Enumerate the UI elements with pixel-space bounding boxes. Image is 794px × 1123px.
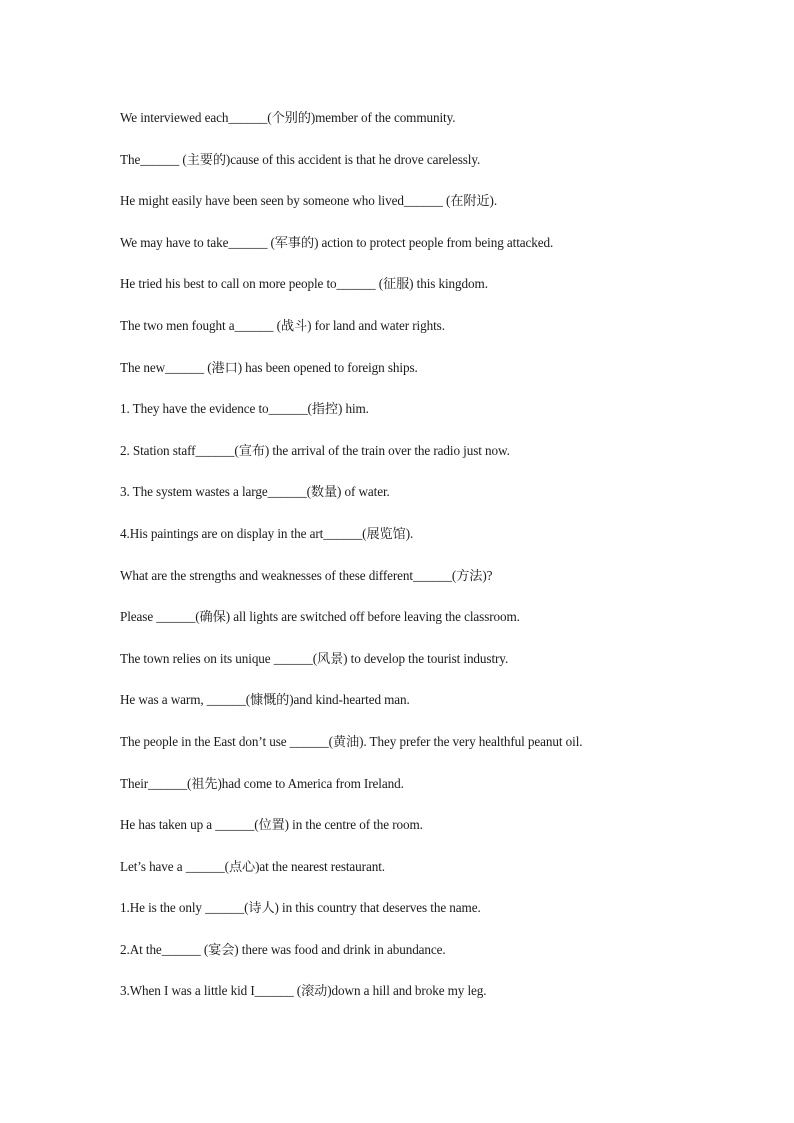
exercise-sentence: 3. The system wastes a large______(数量) of water. [120, 484, 390, 500]
exercise-sentence: 1. They have the evidence to______(指控) him. [120, 401, 369, 417]
exercise-sentence: He might easily have been seen by someone who lived______ (在附近). [120, 193, 498, 209]
exercise-sentence: Their______(祖先)had come to America from Ireland. [120, 775, 404, 791]
exercise-sentence: The______ (主要的)cause of this accident is that he drove carelessly. [120, 151, 481, 167]
exercise-sentence: The new______ (港口) has been opened to foreign ships. [120, 359, 418, 375]
exercise-list [120, 108, 760, 1023]
exercise-sentence: What are the strengths and weaknesses of these different______(方法)? [120, 567, 493, 583]
exercise-sentence: We interviewed each______(个别的)member of the community. [120, 110, 456, 125]
exercise-sentence: He has taken up a ______(位置) in the centre of the room. [120, 817, 423, 833]
exercise-sentence: The town relies on its unique ______(风景) to develop the tourist industry. [120, 650, 509, 666]
exercise-sentence: 3.When I was a little kid I______ (滚动)down a hill and broke my leg. [120, 983, 487, 999]
exercise-sentence: The two men fought a______ (战斗) for land and water rights. [120, 317, 445, 333]
exercise-sentence: 2.At the______ (宴会) there was food and drink in abundance. [120, 941, 446, 957]
exercise-sentence: 1.He is the only ______(诗人) in this country that deserves the name. [120, 900, 481, 916]
exercise-sentence: The people in the East don’t use ______(黄油). They prefer the very healthful peanut oil. [120, 733, 583, 749]
exercise-sentence: He tried his best to call on more people to______ (征服) this kingdom. [120, 276, 488, 292]
exercise-sentence: 4.His paintings are on display in the art______(展览馆). [120, 525, 414, 541]
exercise-sentence: 2. Station staff______(宣布) the arrival of the train over the radio just now. [120, 442, 510, 458]
exercise-sentence: He was a warm, ______(慷慨的)and kind-hearted man. [120, 692, 410, 708]
exercise-sentence: Please ______(确保) all lights are switched off before leaving the classroom. [120, 609, 520, 625]
exercise-sentence: Let’s have a ______(点心)at the nearest restaurant. [120, 858, 385, 874]
exercise-sentence: We may have to take______ (军事的) action to protect people from being attacked. [120, 234, 554, 250]
